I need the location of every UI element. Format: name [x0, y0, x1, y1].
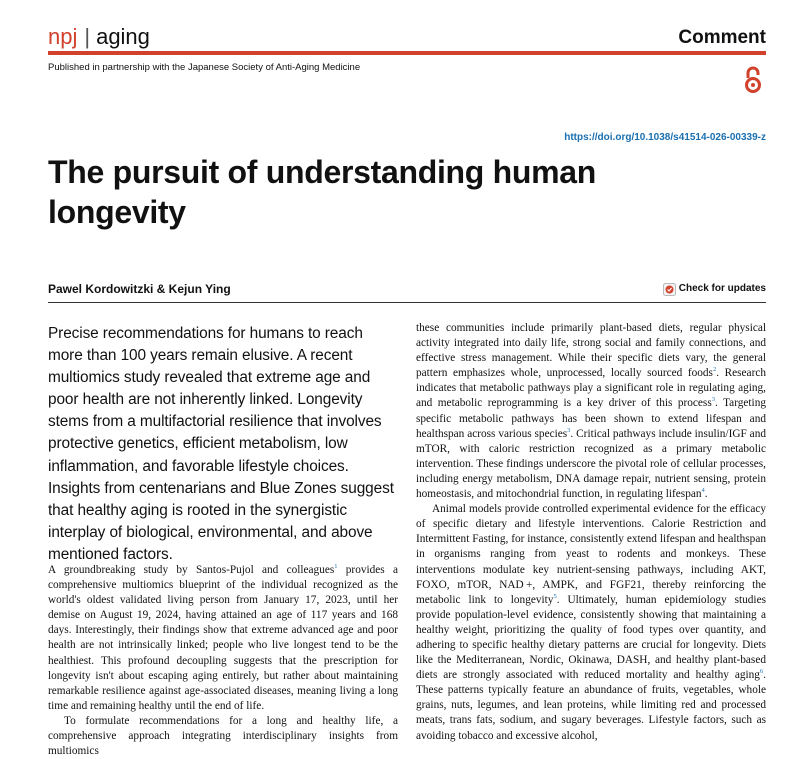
body-column-left [48, 563, 398, 759]
authors-rule [48, 302, 766, 303]
reference-link[interactable]: 4 [701, 487, 705, 495]
body-paragraph: these communities include primarily plant-based diets, regular physical activity integrated into daily life, strong social and family connections, and effective stress management. While their specific diets vary, the general pattern emphasizes whole, unprocessed, locally sourced foods$^2$. Research indicates that metabolic pathways play a significant role in regulating aging, and metabolic reprogramming is a key driver of this process$^3$. Targeting specific metabolic pathways has been shown to extend lifespan and healthspan across various species$^3$. Critical pathways include insulin/IGF and mTOR, with caloric restriction recognized as a primary metabolic intervention. These findings underscore the pivotal role of cellular processes, including energy metabolism, DNA damage repair, nutrient sensing, protein homeostasis, and mitochondrial function, in regulating lifespan$^4$. [416, 322, 766, 501]
check-for-updates-button[interactable] [663, 281, 766, 297]
body-paragraph: A groundbreaking study by Santos-Pujol and colleagues$^1$ provides a comprehensive multiomics blueprint of the individual recognized as the world's oldest validated living person from January 17, 2023, until her demise on August 19, 2024, having attained an age of 117 years and 168 days. Interestingly, their findings show that extreme advanced age and poor health are not intrinsically linked; people who live longest tend to be the healthiest. This profound decoupling suggests that the prescription for longevity isn't about escaping aging entirely, but rather about maintaining remarkable resilience against age-associated diseases, meaning living a long time and remaining healthy until the end of life. [48, 563, 398, 712]
abstract: Precise recommendations for humans to reach more than 100 years remain elusive. A recent multiomics study revealed that extreme age and poor health are not inherently linked. Longevity stems from a multifactorial resilience that involves protective genetics, efficient metabolism, low inflammation, and favorable lifestyle choices. Insights from centenarians and Blue Zones suggest that healthy aging is rooted in the synergistic interplay of biological, environmental, and above mentioned factors. [48, 325, 394, 563]
reference-link[interactable]: 1 [334, 563, 338, 571]
reference-link[interactable]: 3 [567, 426, 571, 434]
body-column-right [416, 321, 766, 744]
article-type: Comment [678, 27, 766, 48]
header-rule [48, 51, 766, 55]
check-updates-label: Check for updates [678, 283, 766, 294]
article-title: The pursuit of understanding human longevity [48, 154, 597, 230]
body-paragraph: To formulate recommendations for a long and healthy life, a comprehensive approach integrating interdisciplinary insights from multiomics [48, 714, 398, 758]
partnership-line: Published in partnership with the Japanese Society of Anti-Aging Medicine [48, 62, 361, 73]
reference-link[interactable]: 2 [712, 366, 717, 374]
check-updates-icon [663, 283, 676, 296]
journal-name: aging [96, 24, 150, 49]
reference-link[interactable]: 5 [553, 592, 557, 600]
open-access-icon[interactable] [741, 66, 765, 94]
body-paragraph: Animal models provide controlled experimental evidence for the efficacy of specific dietary and lifestyle interventions. Calorie Restriction and Intermittent Fasting, for instance, consistently extend lifespan and healthspan in organisms ranging from yeast to rodents and monkeys. These interventions modulate key nutrient-sensing pathways, including AKT, FOXO, mTOR, NAD +, AMPK, and FGF21, thereby reinforcing the metabolic link to longevity$^5$. Ultimately, human epidemiology studies provide population-level evidence, consistently showing that maintaining a healthy weight, prioritizing the quality of food types over quantity, and adhering to specific healthy dietary patterns are crucial for longevity. Diets like the Mediterranean, Nordic, Okinawa, DASH, and healthy plant-based diets are strongly associated with reduced mortality and healthy aging$^6$. These patterns typically feature an abundance of fruits, vegetables, whole grains, nuts, legumes, and lean proteins, while limiting red and processed meats, trans fats, sodium, and sugary beverages. Lifestyle factors, such as avoiding tobacco and excessive alcohol, [416, 503, 766, 742]
journal-prefix: npj [48, 24, 78, 49]
journal-logo [48, 22, 150, 52]
reference-link[interactable]: 6 [759, 668, 764, 676]
doi-link[interactable]: https://doi.org/10.1038/s41514-026-00339-z [564, 132, 766, 143]
reference-link[interactable]: 3 [711, 396, 715, 404]
journal-separator: | [84, 24, 91, 49]
authors: Pawel Kordowitzki & Kejun Ying [48, 282, 231, 296]
